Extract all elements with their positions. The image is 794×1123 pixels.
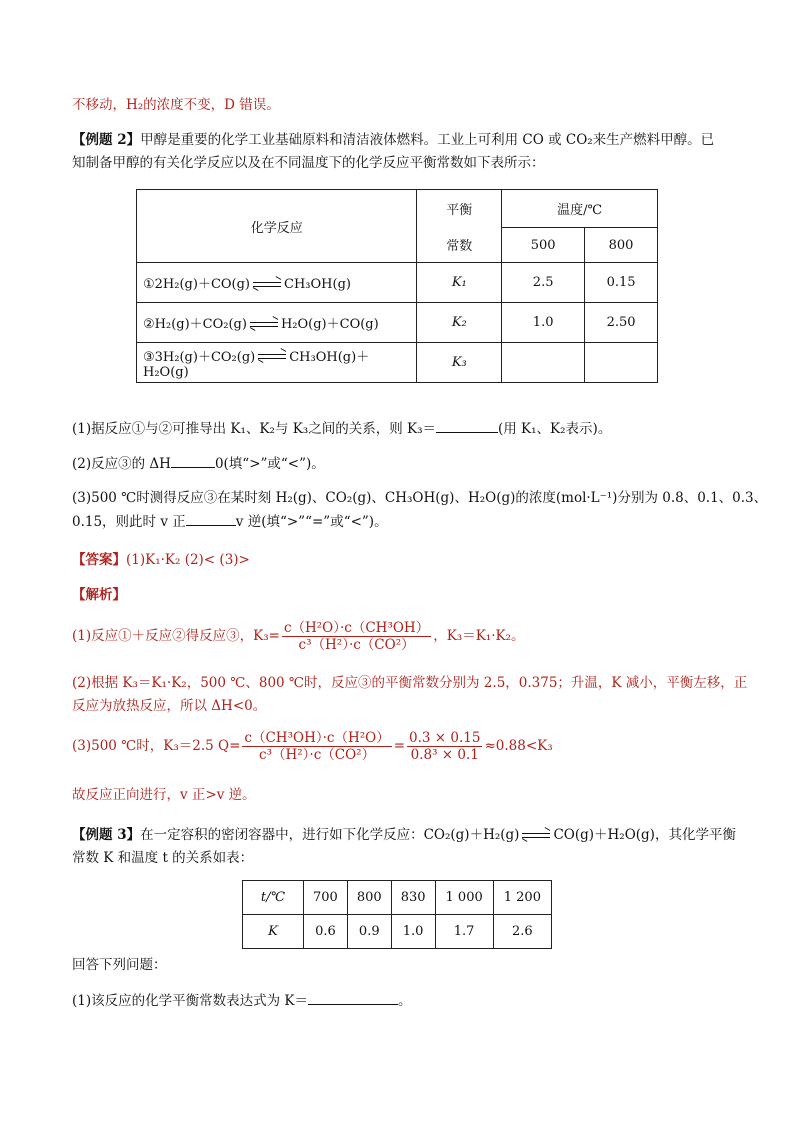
- header-k-top: 平衡: [417, 190, 502, 228]
- k-1000: 1.7: [435, 915, 493, 949]
- reaction-3-k: K₃: [417, 343, 502, 383]
- reaction-2-k800: 2.50: [585, 303, 658, 343]
- equilibrium-arrow-icon: [258, 352, 286, 362]
- k-830: 1.0: [391, 915, 435, 949]
- analysis-label: 【解析】: [72, 587, 126, 603]
- header-k: K: [243, 915, 304, 949]
- equilibrium-arrow-icon: [522, 831, 550, 841]
- reaction-3: ③3H₂(g)＋CO₂(g) CH₃OH(g)＋H₂O(g): [137, 343, 417, 383]
- temp-800: 800: [347, 881, 391, 915]
- header-t800: 800: [585, 228, 658, 263]
- reaction-1-k: K₁: [417, 263, 502, 303]
- example3-intro-line1: 【例题 3】在一定容积的密闭容器中，进行如下化学反应：CO₂(g)＋H₂(g) CO(g)＋H₂O(g)，其化学平衡: [72, 827, 736, 843]
- example2-label: 【例题 2】: [72, 132, 141, 148]
- equilibrium-arrow-icon: [253, 280, 281, 290]
- reaction-1-k500: 2.5: [502, 263, 585, 303]
- analysis-1: (1)反应①＋反应②得反应③，K₃= $\frac{\text{c（H²O）·c（CH³OH）}}{\text{c³（H²）·c（CO²）}}$ ，K₃＝K₁·K₂。: [72, 620, 525, 653]
- header-reaction: 化学反应: [137, 190, 417, 263]
- k-temperature-table: [242, 880, 552, 949]
- answer-blank: [186, 511, 236, 526]
- equilibrium-arrow-icon: [250, 320, 278, 330]
- temp-700: 700: [304, 881, 348, 915]
- example2-intro-text1: 甲醇是重要的化学工业基础原料和清洁液体燃料。工业上可利用 CO 或 CO₂来生产燃料甲醇。已: [140, 132, 715, 148]
- answer-text: (1)K₁·K₂ (2)< (3)>: [126, 552, 250, 568]
- equilibrium-constant-table: [136, 189, 658, 383]
- header-t: t/℃: [243, 881, 304, 915]
- analysis-2-line1: (2)根据 K₃＝K₁·K₂，500 ℃、800 ℃时，反应③的平衡常数分别为 2.5，0.375；升温，K 减小，平衡左移，正: [72, 675, 748, 691]
- previous-answer-tail: 不移动，H₂的浓度不变，D 错误。: [72, 97, 280, 113]
- header-k-bottom: 常数: [417, 228, 502, 263]
- answer-blank: [436, 418, 498, 433]
- analysis-4: 故反应正向进行，v 正>v 逆。: [72, 787, 256, 803]
- example3-label: 【例题 3】: [72, 827, 141, 843]
- example3-intro-line2: 常数 K 和温度 t 的关系如表：: [72, 850, 254, 866]
- reaction-3-k500-empty: [502, 343, 585, 383]
- question-3-line2: 0.15，则此时 v 正 v 逆(填“>”“=”或“<”)。: [72, 511, 388, 532]
- k-700: 0.6: [304, 915, 348, 949]
- answer-label: 【答案】: [72, 552, 126, 568]
- example3-question-1: (1)该反应的化学平衡常数表达式为 K＝ 。: [72, 990, 412, 1011]
- answer-line: [72, 550, 250, 570]
- fraction: $\frac{0.3 \times 0.15}{\text{0.8³ × 0.1}}$: [409, 730, 481, 763]
- example2-intro-line2: 知制备甲醇的有关化学反应以及在不同温度下的化学反应平衡常数如下表所示：: [72, 155, 545, 171]
- example3-prompt: 回答下列问题：: [72, 957, 167, 973]
- analysis-3: (3)500 ℃时，K₃＝2.5 Q= $\frac{\text{c（CH³OH）·c（H²O）}}{\text{c³（H²）·c（CO²）}}$ = $\frac{0.3 \times 0.15}{\text{0.8³ × 0.1}}$ ≈0.88<K₃: [72, 730, 553, 763]
- reaction-3-k800-empty: [585, 343, 658, 383]
- temp-1000: 1 000: [435, 881, 493, 915]
- question-2: (2)反应③的 ΔH 0(填“>”或“<”)。: [72, 453, 325, 474]
- fraction: $\frac{\text{c（H²O）·c（CH³OH）}}{\text{c³（H²）·c（CO²）}}$: [283, 620, 430, 653]
- temp-1200: 1 200: [493, 881, 551, 915]
- k-800: 0.9: [347, 915, 391, 949]
- reaction-1: ①2H₂(g)＋CO(g) CH₃OH(g): [137, 263, 417, 303]
- answer-blank: [171, 453, 215, 468]
- example2-intro-line1: [72, 130, 714, 150]
- k-1200: 2.6: [493, 915, 551, 949]
- reaction-2: ②H₂(g)＋CO₂(g) H₂O(g)＋CO(g): [137, 303, 417, 343]
- header-t500: 500: [502, 228, 585, 263]
- answer-blank: [308, 990, 398, 1005]
- header-temperature: 温度/℃: [502, 190, 658, 228]
- question-1: (1)据反应①与②可推导出 K₁、K₂与 K₃之间的关系，则 K₃＝ (用 K₁、K₂表示)。: [72, 418, 611, 439]
- temp-830: 830: [391, 881, 435, 915]
- analysis-2-line2: 反应为放热反应，所以 ΔH<0。: [72, 698, 267, 714]
- question-3-line1: (3)500 ℃时测得反应③在某时刻 H₂(g)、CO₂(g)、CH₃OH(g)、H₂O(g)的浓度(mol·L⁻¹)分别为 0.8、0.1、0.3、: [72, 490, 768, 506]
- reaction-2-k500: 1.0: [502, 303, 585, 343]
- reaction-1-k800: 0.15: [585, 263, 658, 303]
- fraction: $\frac{\text{c（CH³OH）·c（H²O）}}{\text{c³（H²）·c（CO²）}}$: [244, 730, 390, 763]
- reaction-2-k: K₂: [417, 303, 502, 343]
